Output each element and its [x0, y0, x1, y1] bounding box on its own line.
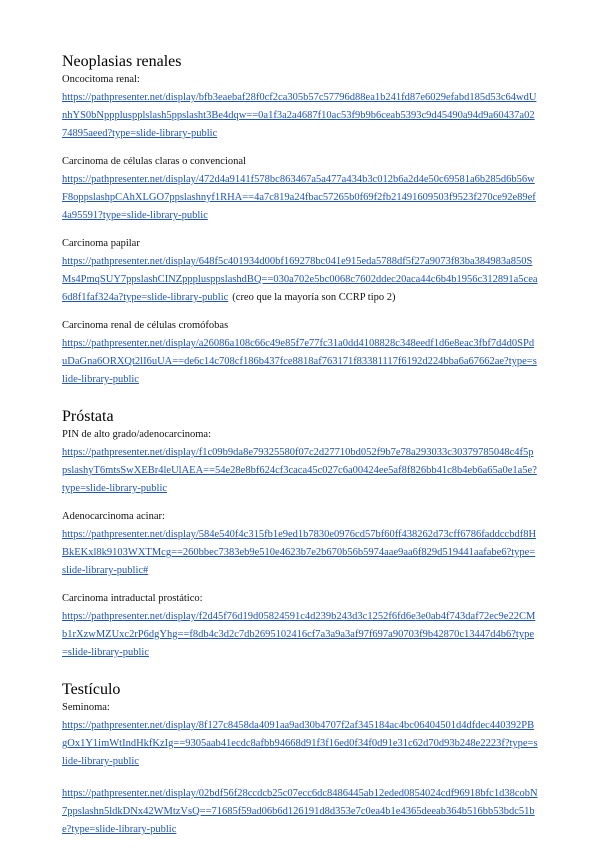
slide-link[interactable]: https://pathpresenter.net/display/584e540f4c315fb1e9ed1b7830e0976cd57bf60ff438262d73cff6786faddccbdf8HBkEKxl8k9103WXTMcg==260bbec7383eb9e510e4623b7e2b670b56b5974aae9aa6f829d519441aafabe6?type=slide-library-public# [62, 529, 537, 576]
entry-link-line [62, 606, 538, 660]
entry-link-line [62, 333, 538, 387]
slide-link[interactable]: https://pathpresenter.net/display/f2d45f76d19d05824591c4d239b243d3c1252f6fd6e3e0ab4f743daf72ec9e22CMb1rXzwMZUxc2rP6dgYhg==f8db4c3d2c7db2695102416cf7a3a9a3af97f697a90703f9b42870c13447d4b6?type=slide-library-public [62, 611, 536, 658]
entry [62, 510, 538, 578]
slide-link[interactable]: https://pathpresenter.net/display/648f5c401934d00bf169278bc041e915eda5788df5f27a9073f83ba384983a850SMs4PmqSUY7ppslashCINZppplusppslashdBQ==030a702e5bc0068c7602ddec20aca44c6b4b1956c312891a5cea6d8f1faf324a?type=slide-library-public [62, 256, 538, 303]
entry [62, 592, 538, 660]
entry [62, 783, 538, 837]
entry-label: Carcinoma intraductal prostático: [62, 593, 203, 604]
entry-label: PIN de alto grado/adenocarcinoma: [62, 429, 211, 440]
entry-label: Carcinoma de células claras o convencional [62, 156, 246, 167]
entry-link-line [62, 715, 538, 769]
entry-label: Oncocitoma renal: [62, 74, 140, 85]
slide-link[interactable]: https://pathpresenter.net/display/8f127c8458da4091aa9ad30b4707f2af345184ac4bc06404501d4dfdec440392PBgOx1Y1imWtIndHkfKzIg==9305aab41ecdc8afbb94668d91f3f16ed0f34f0d91e31c62d70d93b248e2223f?type=slide-library-public [62, 720, 538, 767]
entry-label: Seminoma: [62, 702, 110, 713]
entry-note: (creo que la mayoría son CCRP tipo 2) [232, 292, 396, 303]
section-title: Testículo [62, 681, 121, 698]
slide-link[interactable]: https://pathpresenter.net/display/472d4a9141f578bc863467a5a477a434b3c012b6a2d4e50c69581a6b285d6b56wF8oppslashpCAhXLGO7ppslashnyf1RHA==4a7c819a24fbac57265b0f69f2fb21491609503f9523f270ce92e89ef4a95591?type=slide-library-public [62, 174, 536, 221]
entry-link-line [62, 442, 538, 496]
entry-label: Carcinoma renal de células cromófobas [62, 320, 229, 331]
section [62, 52, 538, 387]
entry [62, 155, 538, 223]
entry-label: Carcinoma papilar [62, 238, 140, 249]
slide-link[interactable]: https://pathpresenter.net/display/02bdf56f28ccdcb25c07ecc6dc8486445ab12eded0854024cdf96918bfc1d38cobN7ppslashn5ldkDNx42WMtzVsQ==71685f59ad06b6d126191d8d353e7c0ea4b1e4365deeab364b516bb53bdc51be?type=slide-library-public [62, 788, 538, 835]
entry [62, 319, 538, 387]
entry-label: Adenocarcinoma acinar: [62, 511, 165, 522]
entry-link-line [62, 524, 538, 578]
entry [62, 701, 538, 769]
entry [62, 237, 538, 305]
entry [62, 428, 538, 496]
section [62, 680, 538, 837]
section-title: Próstata [62, 408, 114, 425]
section [62, 407, 538, 660]
slide-link[interactable]: https://pathpresenter.net/display/f1c09b9da8e79325580f07c2d27710bd052f9b7e78a293033c30379785048c4f5ppslashyT6mtsSwXEBr4leUlAEA==54e28e8bf624cf3caca45c027c6a00424ee5af8f826bb41c8b4eb6a65a0e1a5e?type=slide-library-public [62, 447, 537, 494]
entry-link-line [62, 169, 538, 223]
entry-link-line [62, 783, 538, 837]
entry [62, 73, 538, 141]
document-page [62, 52, 538, 857]
section-title: Neoplasias renales [62, 53, 182, 70]
slide-link[interactable]: https://pathpresenter.net/display/a26086a108c66c49e85f7e77fc31a0dd4108828c348eedf1d6e8eac3fbf7d4d0SPduDaGna6ORXQt2lI6uUA==de6c14c708cf186b437fce8818af763171f83381117f6192d224bba6a67662ae?type=slide-library-public [62, 338, 537, 385]
entry-link-line [62, 87, 538, 141]
entry-link-line [62, 251, 538, 305]
slide-link[interactable]: https://pathpresenter.net/display/bfb3eaebaf28f0cf2ca305b57c57796d88ea1b241fd87e6029efabd185d53c64wdUnhYS0bNpppluspplslash5ppslasht3Be4dqw==0a1f3a2a4687f10ac53f9b9b6ceab5393c9d45490a94d9a60437a0274895aeed?type=slide-library-public [62, 92, 537, 139]
